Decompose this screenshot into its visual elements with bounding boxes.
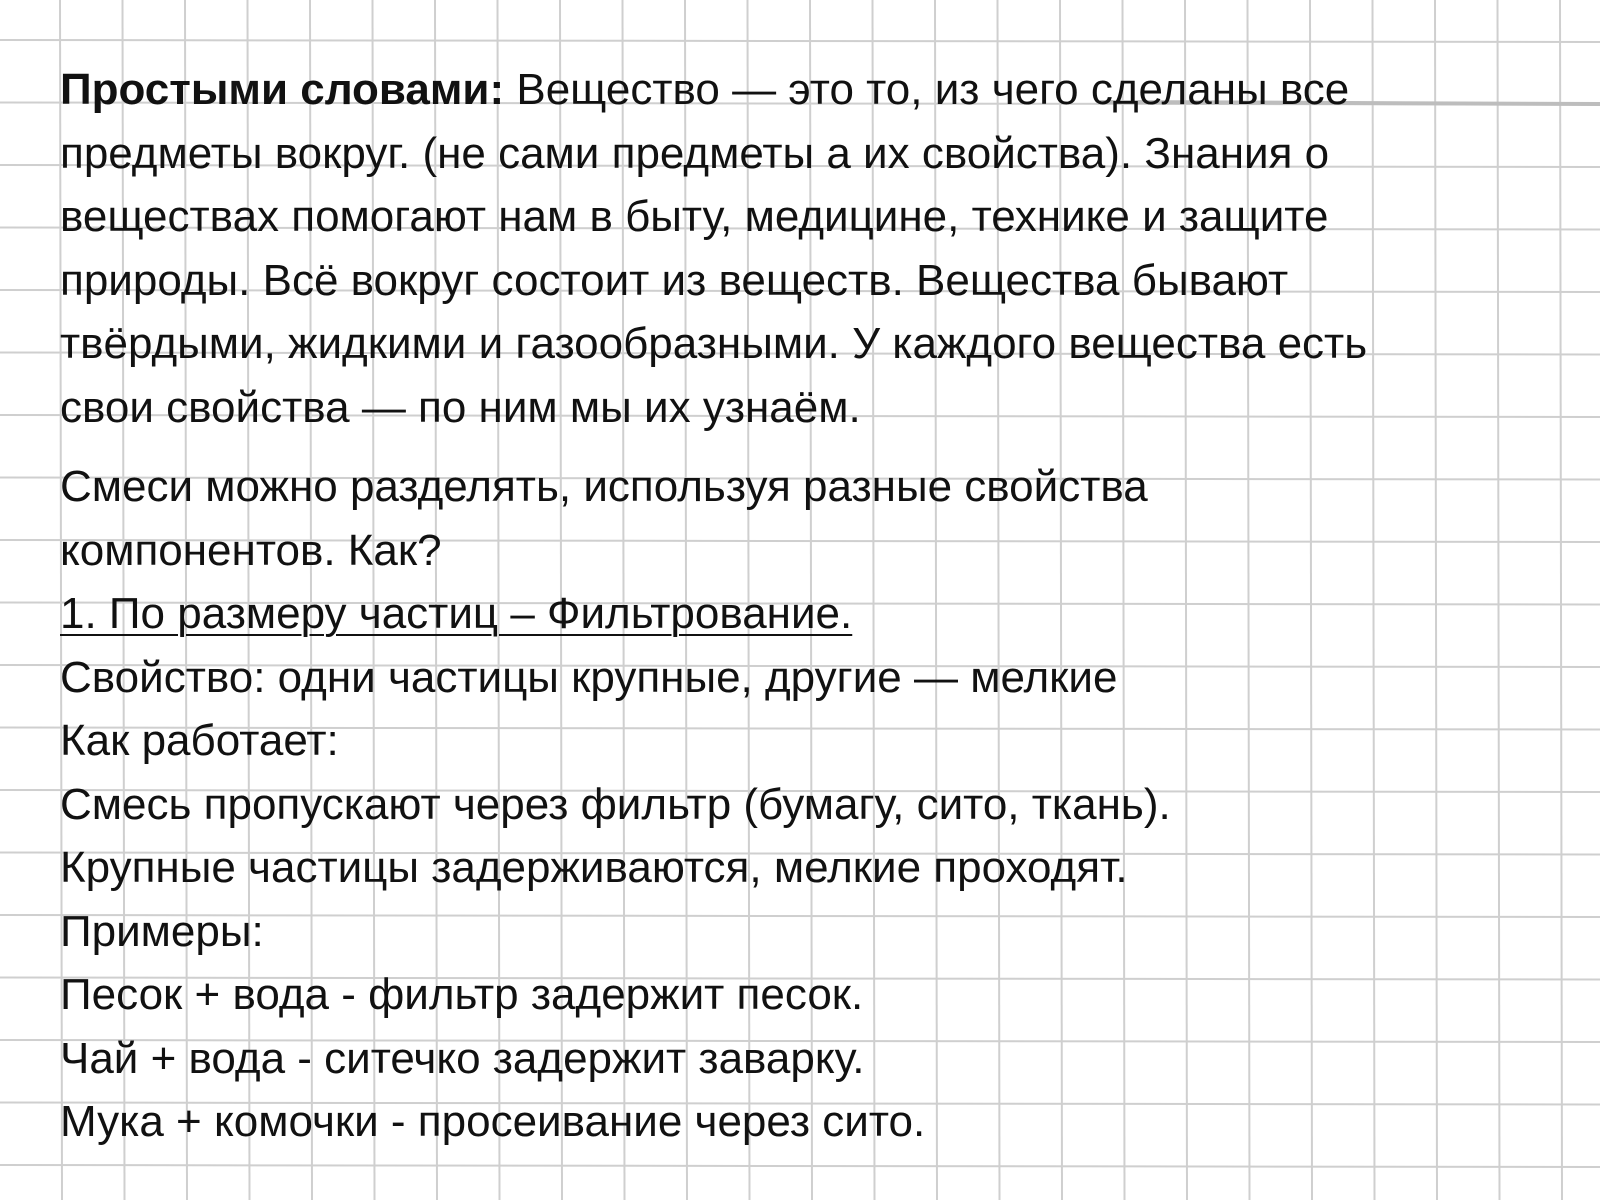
property-line: Свойство: одни частицы крупные, другие — мелкие xyxy=(60,652,1118,702)
method-heading-text: 1. По размеру частиц – Фильтрование. xyxy=(60,589,853,638)
how-label: Как работает: xyxy=(60,716,339,765)
intro-paragraph xyxy=(60,58,1560,439)
intro-line: твёрдыми, жидкими и газообразными. У каждого вещества есть xyxy=(60,319,1368,368)
intro-line: свои свойства — по ним мы их узнаём. xyxy=(60,382,861,432)
separation-line: Смеси можно разделять, используя разные свойства xyxy=(60,462,1148,511)
how-line: Смесь пропускают через фильтр (бумагу, сито, ткань). xyxy=(60,779,1171,829)
intro-line: предметы вокруг. (не сами предметы а их свойства). Знания о xyxy=(60,128,1330,178)
method-heading xyxy=(60,582,1560,646)
how-line: Крупные частицы задерживаются, мелкие проходят. xyxy=(60,843,1128,892)
separation-line: компонентов. Как? xyxy=(60,525,442,575)
example-line: Мука + комочки - просеивание через сито. xyxy=(60,1097,926,1146)
example-line: Чай + вода - ситечко задержит заварку. xyxy=(60,1033,865,1083)
intro-line: веществах помогают нам в быту, медицине, технике и защите xyxy=(60,192,1329,241)
separation-paragraph xyxy=(60,455,1560,1154)
examples-label: Примеры: xyxy=(60,906,264,956)
grid-horizontal-line xyxy=(0,40,1600,42)
intro-first-line-rest: Вещество — это то, из чего сделаны все xyxy=(504,65,1350,114)
grid-horizontal-line xyxy=(0,1165,1600,1167)
intro-first-line xyxy=(60,58,1560,122)
slide-text xyxy=(60,58,1560,1154)
example-line: Песок + вода - фильтр задержит песок. xyxy=(60,970,864,1019)
intro-lead: Простыми словами: xyxy=(60,65,505,114)
grid-vertical-line xyxy=(1560,0,1562,1200)
intro-line: природы. Всё вокруг состоит из веществ. Вещества бывают xyxy=(60,255,1289,305)
